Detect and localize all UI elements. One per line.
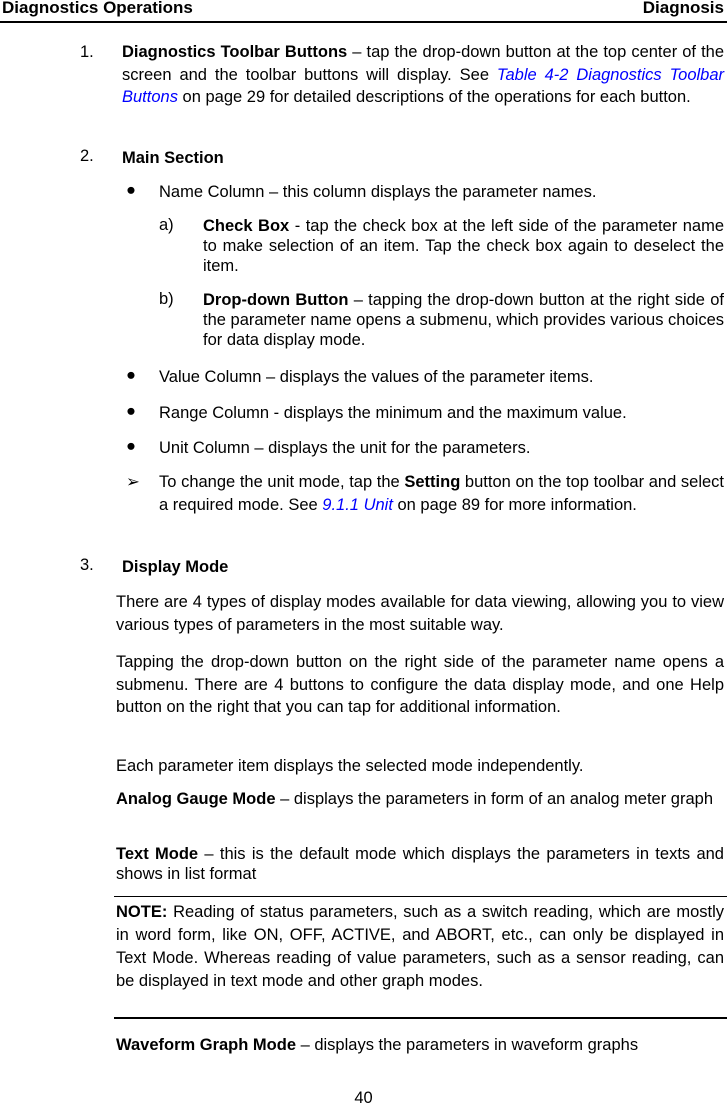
bullet-icon: ● — [126, 181, 136, 199]
analog-gauge-mode — [116, 789, 724, 809]
bullet-name-column: Name Column – this column displays the parameter names. — [159, 183, 597, 201]
paragraph: Tapping the drop-down button on the right side of the parameter name opens a submenu. There are 4 buttons to configure the data display mode, and one Help button on the right that you can tap for additional information. — [116, 653, 724, 716]
header-chapter-title: Diagnosis — [642, 0, 724, 17]
bullet-value-column: Value Column – displays the values of the parameter items. — [159, 368, 594, 386]
item-text: on page 29 for detailed descriptions of the operations for each button. — [177, 88, 691, 106]
mode-text: – displays the parameters in waveform graphs — [296, 1036, 639, 1054]
header-section-title: Diagnostics Operations — [2, 0, 193, 17]
mode-text: – displays the parameters in form of an analog meter graph — [275, 790, 713, 808]
mode-title: Text Mode — [116, 845, 199, 863]
bullet-icon: ● — [126, 437, 136, 455]
bullet-unit-column: Unit Column – displays the unit for the parameters. — [159, 439, 531, 457]
sub-label: a) — [159, 216, 174, 234]
paragraph: Each parameter item displays the selected mode independently. — [116, 757, 584, 775]
item-toolbar-buttons — [122, 41, 724, 109]
tip-text: To change the unit mode, tap the — [159, 473, 405, 491]
bullet-range-column: Range Column - displays the minimum and the maximum value. — [159, 404, 627, 422]
header-rule — [0, 21, 727, 23]
page-number: 40 — [354, 1089, 373, 1107]
note-text: Reading of status parameters, such as a switch reading, which are mostly in word form, like ON, OFF, ACTIVE, and ABORT, etc., can only be displayed in Text Mode. Whereas reading of value parameters, such as a sensor reading, can be displayed in text mode and other graph modes. — [116, 903, 724, 990]
text-mode — [116, 844, 724, 884]
note-bottom-rule — [114, 1017, 727, 1019]
mode-title: Analog Gauge Mode — [116, 790, 276, 808]
sub-title: Drop-down Button — [203, 291, 349, 309]
item-number: 1. — [80, 43, 94, 61]
waveform-graph-mode — [116, 1034, 724, 1057]
note — [116, 901, 724, 993]
unit-mode-tip — [159, 471, 724, 516]
sub-label: b) — [159, 290, 174, 308]
item-title-text: Display Mode — [122, 558, 229, 576]
mode-text: – this is the default mode which displays the parameters in texts and shows in list format — [116, 845, 724, 883]
item-title-text: Main Section — [122, 149, 224, 167]
mode-title: Waveform Graph Mode — [116, 1036, 296, 1054]
item-title — [122, 556, 228, 579]
bullet-icon: ● — [126, 402, 136, 420]
note-label: NOTE: — [116, 903, 168, 921]
item-number: 3. — [80, 556, 94, 574]
note-top-rule — [114, 896, 727, 897]
sub-check-box — [203, 216, 724, 276]
tip-bold: Setting — [404, 473, 461, 491]
item-title: Diagnostics Toolbar Buttons — [122, 43, 348, 61]
item-number: 2. — [80, 147, 94, 165]
paragraph: There are 4 types of display modes available for data viewing, allowing you to view various types of parameters in the most suitable way. — [116, 593, 724, 634]
sub-text: - tap the check box at the left side of the parameter name to make selection of an item. Tap the check box again to deselect the item. — [203, 217, 724, 275]
sub-title: Check Box — [203, 217, 290, 235]
arrow-bullet-icon: ➢ — [126, 473, 140, 491]
item-title — [122, 147, 224, 170]
tip-text: button on the top toolbar and select a required mode. See — [159, 473, 724, 514]
tip-text: on page 89 for more information. — [392, 495, 637, 514]
bullet-icon: ● — [126, 366, 136, 384]
sub-dropdown-button — [203, 290, 724, 350]
table-link[interactable]: Table 4-2 Diagnostics Toolbar Buttons — [122, 65, 725, 106]
unit-link[interactable]: 9.1.1 Unit — [322, 495, 393, 514]
item-text: – tap the drop-down button at the top center of the screen and the toolbar buttons will display. See — [122, 43, 725, 84]
sub-text: – tapping the drop-down button at the right side of the parameter name opens a submenu, which provides various choices for data display mode. — [203, 291, 724, 349]
